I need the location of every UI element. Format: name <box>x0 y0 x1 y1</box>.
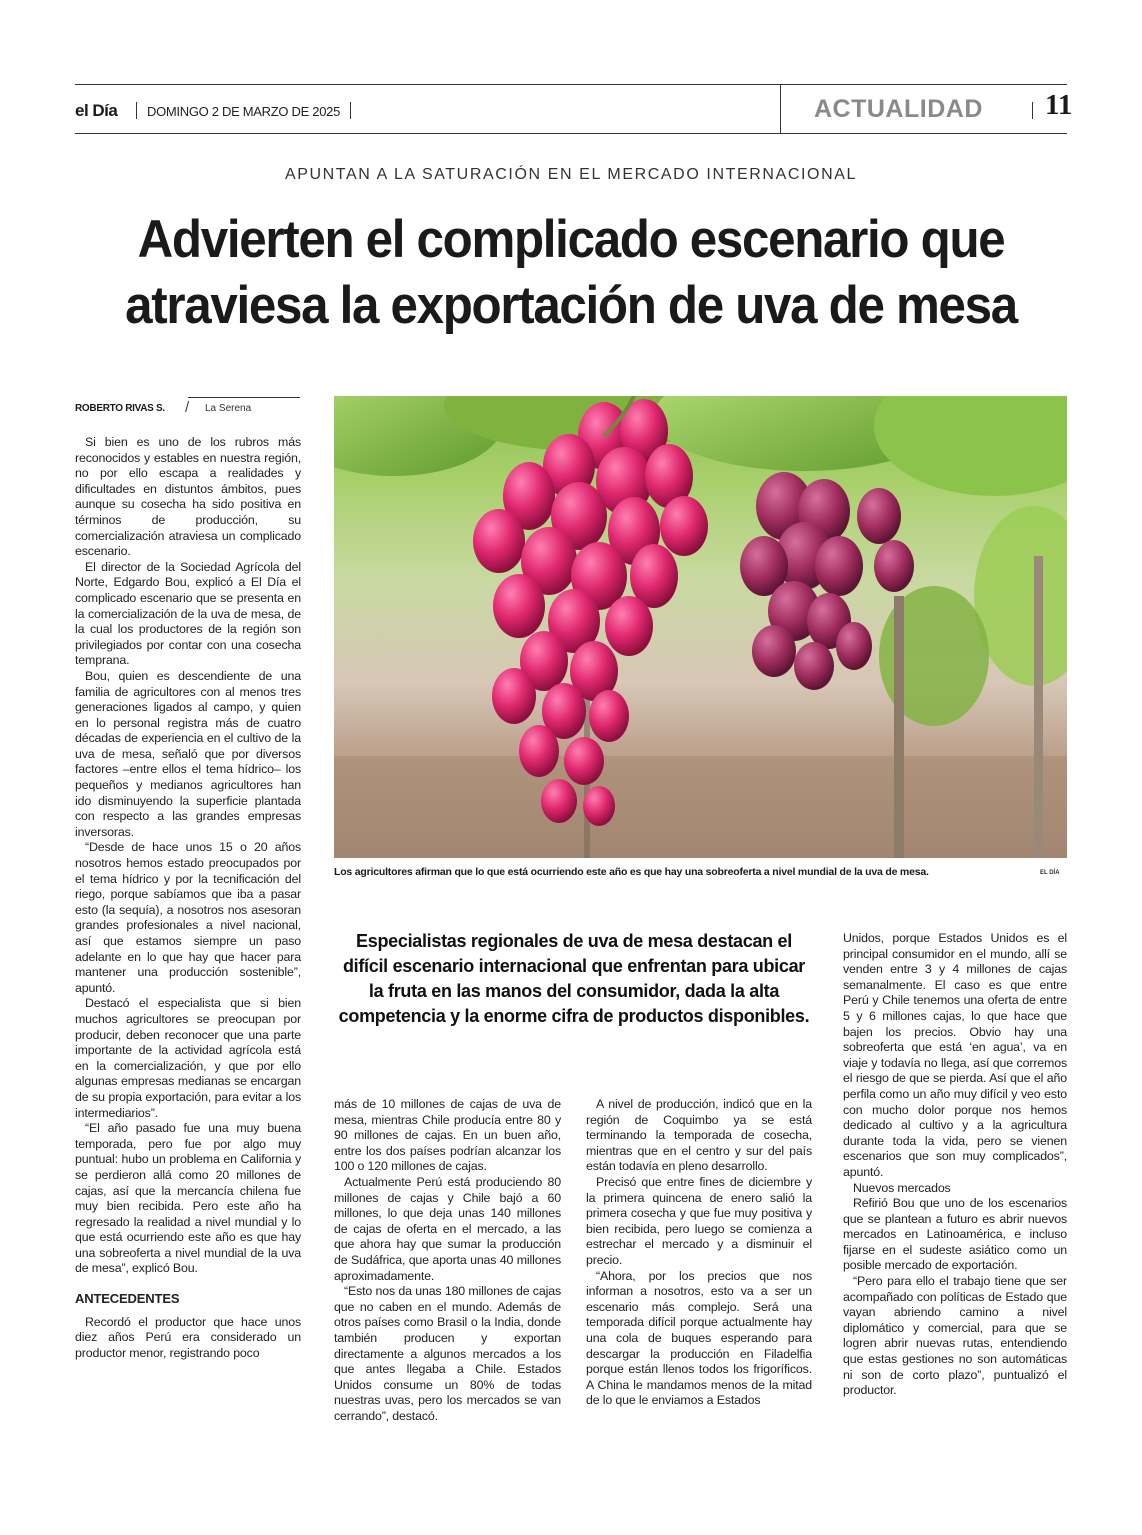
paragraph: A nivel de producción, indicó que en la región de Coquimbo ya se está terminando la temporada de cosecha, mientras que en el centro y sur del país están todavía en pleno desarrollo. <box>586 1097 812 1174</box>
grapes-photo <box>334 396 1067 858</box>
paragraph: Actualmente Perú está produciendo 80 millones de cajas y Chile bajó a 60 millones, lo que deja unas 140 millones de cajas de oferta en el mercado, a las que ahora hay que sumar la producción de Sudáfrica, que aporta unas 40 millones aproximadamente. <box>334 1174 561 1283</box>
paragraph: Destacó el especialista que si bien muchos agricultores se preocupan por producir, deben reconocer que una parte importante de la actividad agrícola está en la comercialización, y que por ello algunas empresas medianas se encargan de su propia exportación, para evitar a los intermediarios”. <box>75 996 301 1120</box>
byline-slash: / <box>185 399 190 416</box>
paragraph: El director de la Sociedad Agrícola del Norte, Edgardo Bou, explicó a El Día el complicado escenario que se presenta en la comercialización de la uva de mesa, de la cual los productores de la región son privilegiados por contar con una cosecha temprana. <box>75 559 301 668</box>
article-column-4 <box>843 931 1067 1399</box>
header-top-rule <box>75 84 1067 85</box>
byline-author: ROBERTO RIVAS S. <box>75 403 165 414</box>
headline-line: Advierten el complicado escenario que <box>137 210 1005 269</box>
header-divider <box>136 102 137 119</box>
paragraph: “Desde de hace unos 15 o 20 años nosotros hemos estado preocupados por el tema hídrico y por la tecnificación del riego, porque sabíamos que iba a pasar esto (la sequía), a nosotros nos asesoran grandes profesionales a nivel nacional, así que estamos siempre un paso adelante en lo que hay que hacer para mantener una producción sostenible”, apuntó. <box>75 840 301 995</box>
section-separator <box>780 84 781 134</box>
paragraph: Recordó el productor que hace unos diez años Perú era considerado un productor menor, registrando poco <box>75 1314 301 1360</box>
header-divider <box>1032 102 1033 119</box>
article-headline <box>77 207 1065 339</box>
section-subhead: ANTECEDENTES <box>75 1291 180 1307</box>
pull-quote: Especialistas regionales de uva de mesa destacan el difícil escenario internacional que enfrentan para ubicar la fruta en las manos del consumidor, dada la alta competencia y la enorme cifra de productos disponibles. <box>338 931 810 1026</box>
paragraph: Precisó que entre fines de diciembre y la primera quincena de enero salió la primera cosecha y que fue muy positiva y bien recibida, pero luego se comienza a estrechar el mercado y a disminuir el precio. <box>586 1174 812 1267</box>
newspaper-masthead: el Día <box>75 101 118 120</box>
paragraph: “Ahora, por los precios que nos informan a nosotros, esto va a ser un escenario más complejo. Será una temporada difícil porque actualmente hay una cola de buques esperando para descargar la producción en Filadelfia porque están llenos todos los frigoríficos. A China le mandamos menos de la mitad de lo que le enviamos a Estados <box>586 1268 812 1408</box>
article-column-3 <box>586 1097 812 1409</box>
section-name: ACTUALIDAD <box>814 95 983 123</box>
paragraph: Bou, quien es descendiente de una familia de agricultores con al menos tres generaciones ligados al campo, y quien en lo personal registra más de cuatro décadas de experiencia en el cultivo de la uva de mesa, señaló que por diversos factores –entre ellos el tema hídrico– los pequeños y medianos agricultores han ido disminuyendo la superficie plantada con respecto a las grandes empresas inversoras. <box>75 668 301 839</box>
page-number: 11 <box>1045 89 1073 121</box>
issue-date: DOMINGO 2 DE MARZO DE 2025 <box>147 104 341 119</box>
paragraph: más de 10 millones de cajas de uva de mesa, mientras Chile producía entre 80 y 90 millones de cajas. En un buen año, entre los dos países podrían alcanzar los 100 o 120 millones de cajas. <box>334 1097 561 1174</box>
paragraph: “Pero para ello el trabajo tiene que ser acompañado con políticas de Estado que vayan abriendo camino a nivel diplomático y comercial, para que se logren abrir nuevas rutas, entendiendo que estas gestiones no son automáticas ni son de corto plazo”, puntualizó el productor. <box>843 1274 1067 1398</box>
article-column-2 <box>334 1097 561 1424</box>
header-divider <box>350 102 351 119</box>
paragraph: Refirió Bou que uno de los escenarios que se plantean a futuro es abrir nuevos mercados en Latinoamérica, e incluso fijarse en el sudeste asiático como un posible mercado de exportación. <box>843 1196 1067 1273</box>
article-kicker: APUNTAN A LA SATURACIÓN EN EL MERCADO INTERNACIONAL <box>284 166 858 183</box>
photo-caption: Los agricultores afirman que lo que está ocurriendo este año es que hay una sobreoferta a nivel mundial de la uva de mesa. <box>334 866 929 878</box>
headline-line: atraviesa la exportación de uva de mesa <box>125 276 1017 335</box>
paragraph: “Esto nos da unas 180 millones de cajas que no caben en el mundo. Además de otros países como Brasil o la India, donde también producen y exportan directamente a algunos mercados a los que antes llegaba a Chile. Estados Unidos consume un 80% de todas nuestras uvas, pero los mercados se van cerrando”, destacó. <box>334 1284 561 1423</box>
byline-rule <box>188 397 300 398</box>
photo-credit: EL DÍA <box>1040 870 1060 876</box>
article-column-1 <box>75 435 301 1361</box>
section-subhead: Nuevos mercados <box>853 1180 951 1195</box>
paragraph: Si bien es uno de los rubros más reconocidos y estables en nuestra región, no por ello escapa a realidades y dificultades en distuntos ámbitos, pues aunque su cosecha ha sido positiva en términos de producción, su comercialización atraviesa un complicado escenario. <box>75 435 301 559</box>
paragraph: Unidos, porque Estados Unidos es el principal consumidor en el mundo, allí se venden entre 3 y 4 millones de cajas semanalmente. El caso es que entre Perú y Chile tenemos una oferta de entre 5 y 6 millones cajas, lo que hace que bajen los precios. Obvio hay una sobreoferta que está ‘en agua’, va en viaje y todavía no llega, así que corremos el riesgo de que se pierda. Así que el año perfila como un año muy difícil y veo esto con mucho dolor porque nos hemos dedicado al cultivo y a la agricultura durante toda la vida, pero se vienen escenarios que son muy complicados”, apuntó. <box>843 931 1067 1179</box>
paragraph: “El año pasado fue una muy buena temporada, pero fue por algo muy puntual: hubo un problema en California y se perdieron allá como 20 millones de cajas, así que la mercancía chilena fue muy bien recibida. Pero este año ha regresado la realidad a nivel mundial y lo que está ocurriendo este año es que hay una sobreoferta a nivel mundial de la uva de mesa”, explicó Bou. <box>75 1121 301 1276</box>
grapes-illustration <box>334 396 1067 858</box>
byline-place: La Serena <box>205 403 252 414</box>
header-bottom-rule <box>75 133 1067 134</box>
